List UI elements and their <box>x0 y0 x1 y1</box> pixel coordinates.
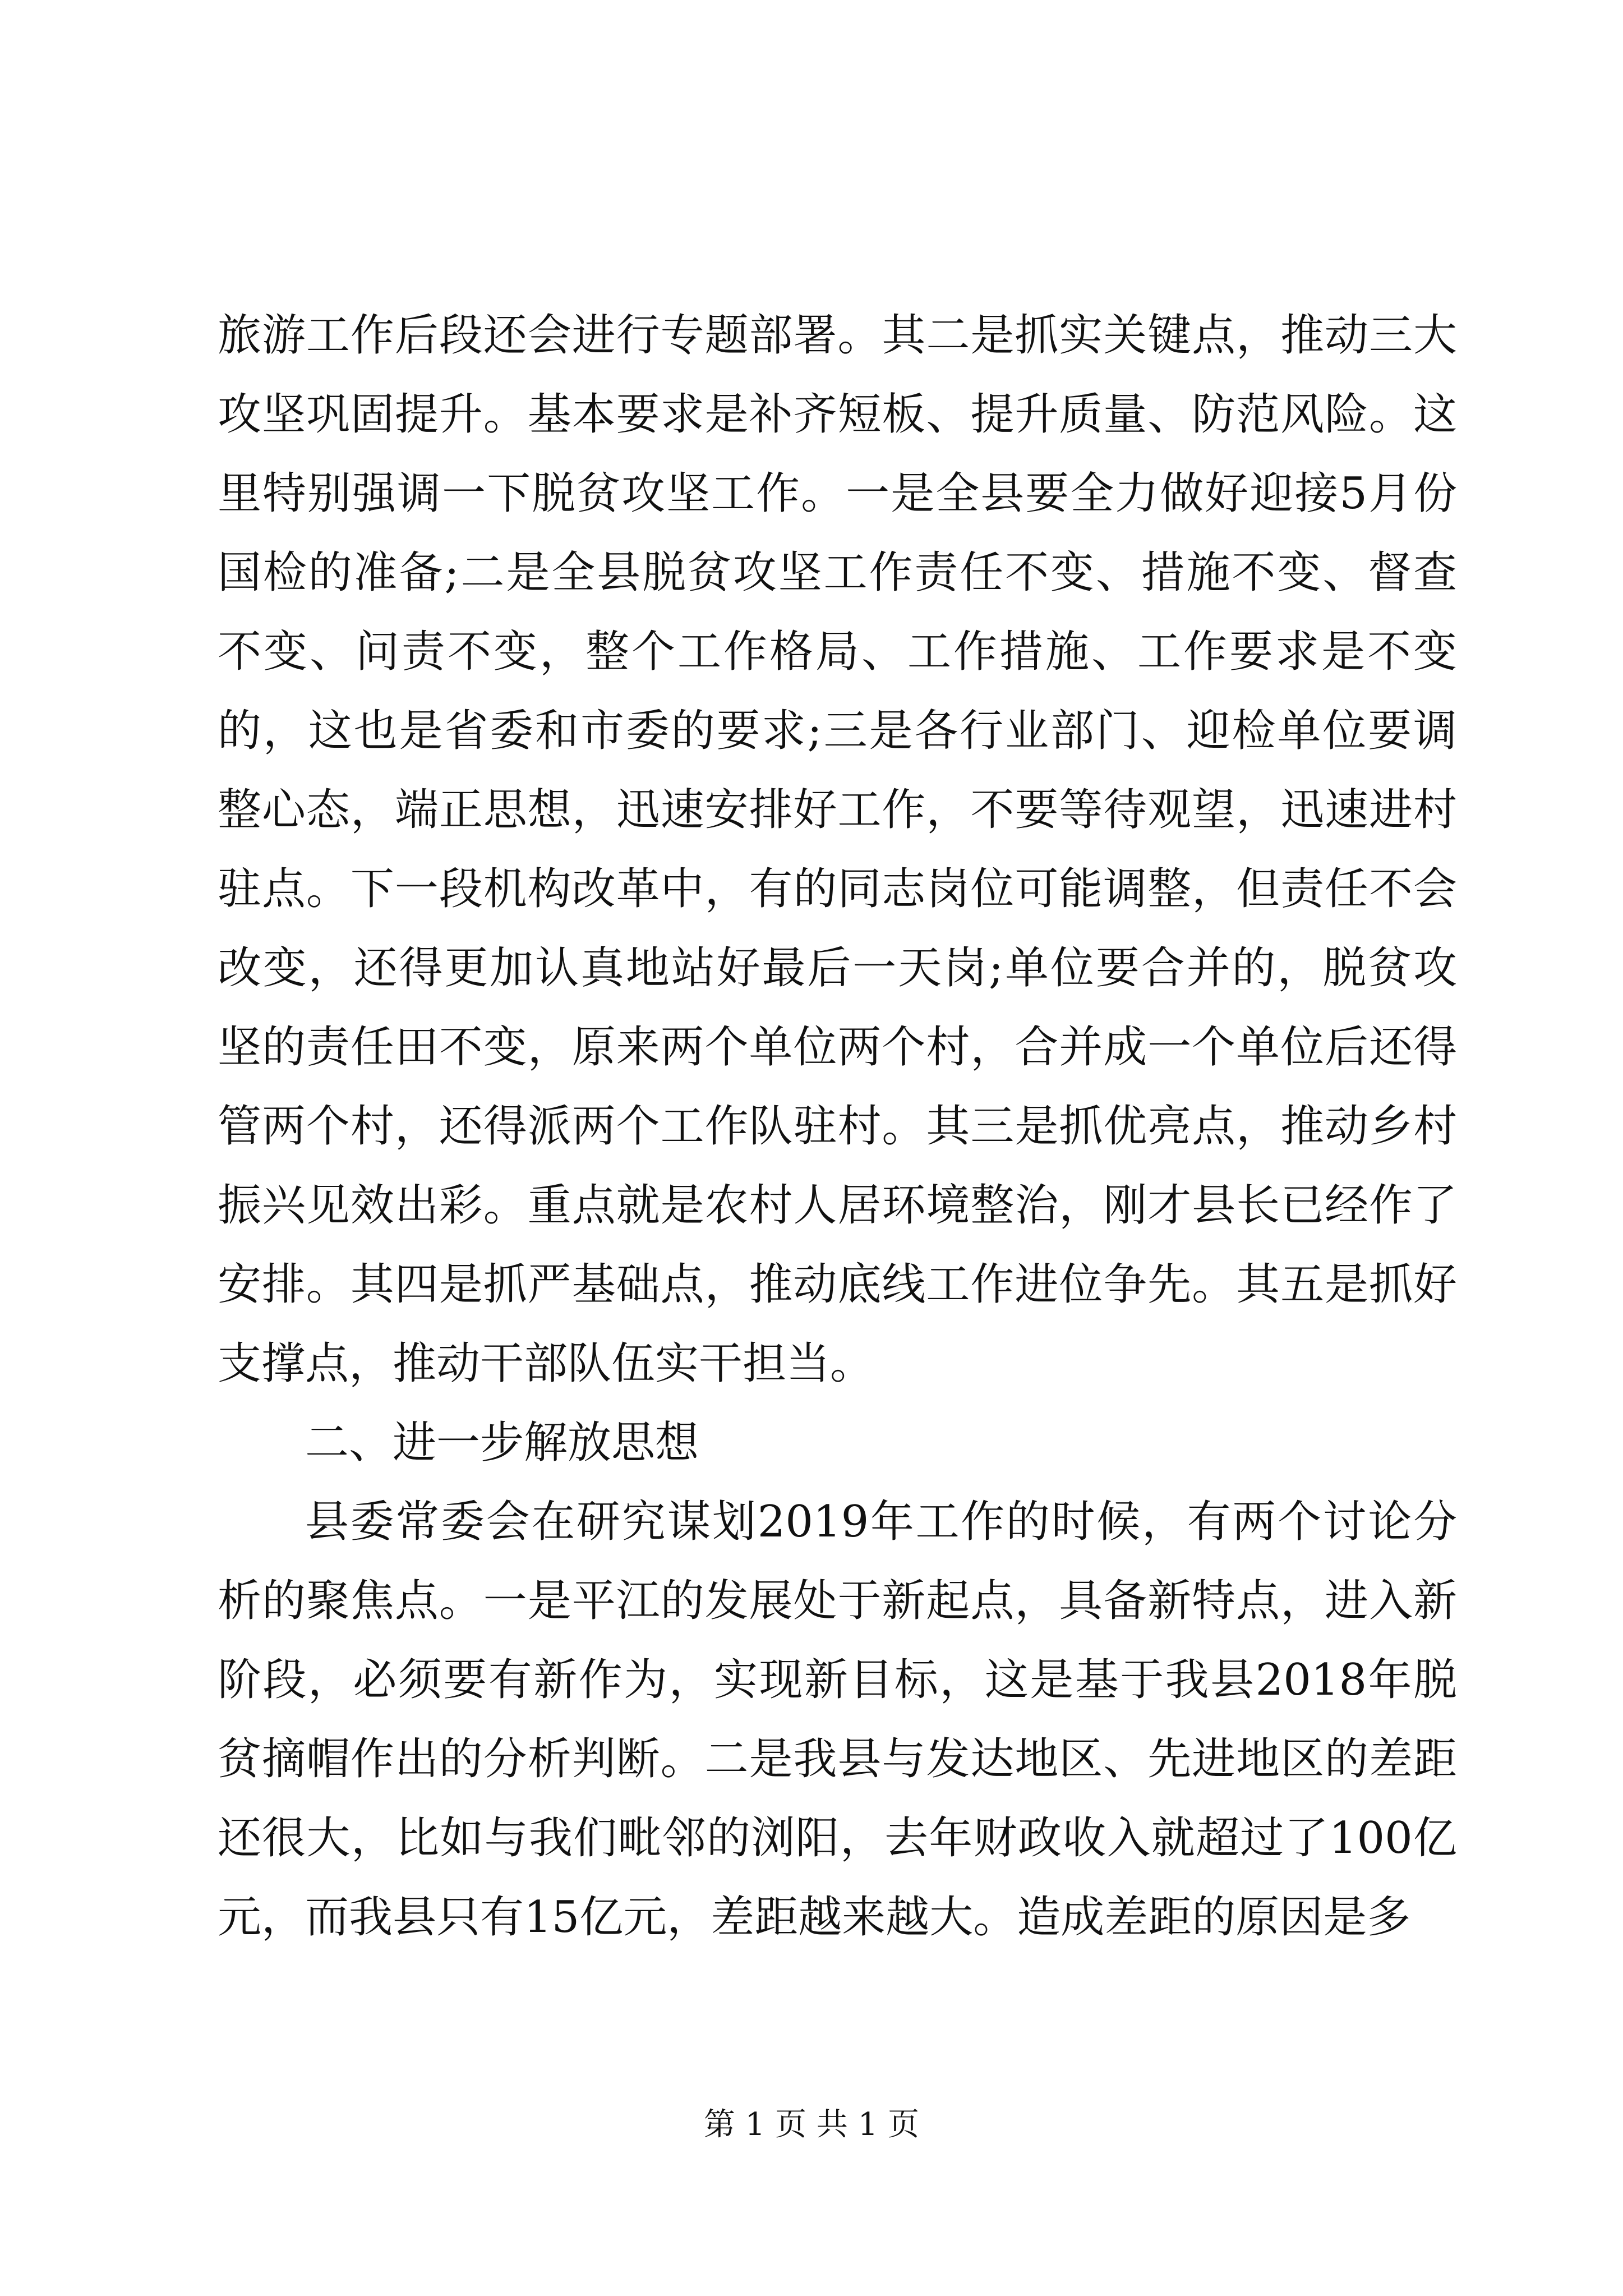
section-heading: 二、进一步解放思想 <box>305 1418 699 1468</box>
document-body <box>218 296 1457 1957</box>
paragraph-indented: 县委常委会在研究谋划2019年工作的时候，有两个讨论分析的聚焦点。一是平江的发展处于新起点，具备新特点，进入新阶段，必须要有新作为，实现新目标，这是基于我县2018年脱贫摘帽作出的分析判断。二是我县与发达地区、先进地区的差距还很大，比如与我们毗邻的浏阳，去年财政收入就超过了100亿元，而我县只有15亿元，差距越来越大。造成差距的原因是多 <box>218 1497 1457 1943</box>
page-footer: 第 1 页 共 1 页 <box>703 2106 920 2143</box>
paragraph-continuation: 旅游工作后段还会进行专题部署。其二是抓实关键点，推动三大攻坚巩固提升。基本要求是补齐短板、提升质量、防范风险。这里特别强调一下脱贫攻坚工作。一是全县要全力做好迎接5月份国检的准备;二是全县脱贫攻坚工作责任不变、措施不变、督查不变、问责不变，整个工作格局、工作措施、工作要求是不变的，这也是省委和市委的要求;三是各行业部门、迎检单位要调整心态，端正思想，迅速安排好工作，不要等待观望，迅速进村驻点。下一段机构改革中，有的同志岗位可能调整，但责任不会改变，还得更加认真地站好最后一天岗;单位要合并的，脱贫攻坚的责任田不变，原来两个单位两个村，合并成一个单位后还得管两个村，还得派两个工作队驻村。其三是抓优亮点，推动乡村振兴见效出彩。重点就是农村人居环境整治，刚才县长已经作了安排。其四是抓严基础点，推动底线工作进位争先。其五是抓好支撑点，推动干部队伍实干担当。 <box>218 310 1457 1389</box>
